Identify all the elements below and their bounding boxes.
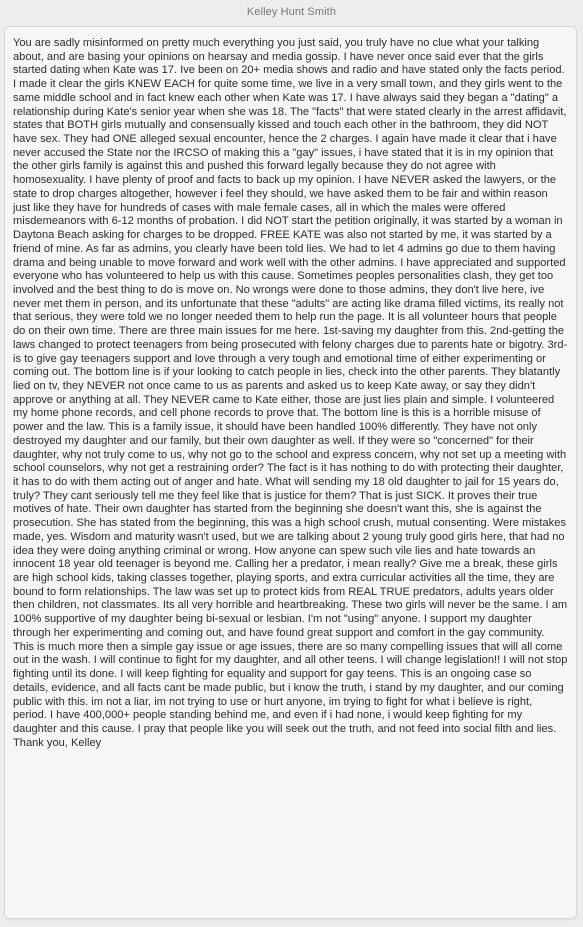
message-header (0, 0, 583, 24)
sender-name: Kelley Hunt Smith (246, 6, 337, 18)
message-card (4, 26, 577, 919)
message-text: You are sadly misinformed on pretty much everything you just said, you truly have no clue what your talking about, and are basing your opinions on hearsay and media gossip. I have never once said ever that the girls started dating when Kate was 17. Ive been on 20+ media shows and radio and have stated only the facts period. I made it clear the girls KNEW EACH for quite some time, we live in a very small town, and they girls went to the same middle school and in fact knew each other when Kate was 17. I have always said they began a "dating" a relationship during Kate's senior year when she was 18. The "facts" that were stated clearly in the arrest affidavit, states that BOTH girls mutually and consensually kissed and touch each other in the bathroom, they did NOT have sex. They had ONE alleged sexual encounter, hence the 2 charges. I again have made it clear that i have never accused the State nor the IRCSO of making this a "gay" issues, i have stated that it is in my opinion that the other girls family is against this and pushed this forward legally because they do not agree with homosexuality. I have plenty of proof and facts to back up my opinion. I have NEVER asked the lawyers, or the state to drop charges altogether, however i feel they should, we have asked them to be fair and within reason just like they have for hundreds of cases with male female cases, all in which the males were offered misdemeanors with 6-12 months of probation. I did NOT start the petition originally, it was started by a woman in Daytona Beach asking for charges to be dropped. FREE KATE was also not started by me, it was started by a friend of mine. As far as admins, you clearly have been told lies. We had to let 4 admins go due to them having drama and being unable to move forward and work well with the other admins. I have appreciated and supported everyone who has volunteered to help us with this cause. Sometimes peoples personalities clash, they get too involved and the best thing to do is move on. No wrongs were done to those admins, they don't live here, ive never met them in person, and its unfortunate that these "adults" are acting like drama filled victims, its really not that serious, they were told we no longer needed them to help run the page. It is all volunteer hours that people do on their own time. There are three main issues for me here. 1st-saving my daughter from this. 2nd-getting the laws changed to protect teenagers from being prosecuted with felony charges due to parents hate or bigotry. 3rd-is to give gay teenagers support and love through a very tough and emotional time of either experimenting or coming out. The bottom line is if your looking to catch people in lies, check into the other parents. They blatantly lied on tv, they NEVER not once came to us as parents and asked us to keep Kate away, or say they didn't approve or anything at all. They NEVER came to Kate either, those are just lies plain and simple. I volunteered my home phone records, and cell phone records to prove that. The bottom line is this is a horrible misuse of power and the law. This is a family issue, it should have been handled 100% differently. They have not only destroyed my daughter and our family, but their own daughter as well. If they were so "concerned" for their daughter, why not truly come to us, why not go to the school and express concern, why not set up a meeting with school counselors, why not get a restraining order? The fact is it has nothing to do with protecting their daughter, it has to do with them acting out of anger and hate. What will sending my 18 old daughter to jail for 15 years do, truly? They cant seriously tell me they feel like that is justice for them? That is just SICK. It proves their true motives of hate. Their own daughter has started from the beginning she doesn't want this, she is against the prosecution. She has stated from the beginning, this was a high school crush, mutual consenting. Were mistakes made, yes. Wisdom and maturity wasn't used, but we are talking about 2 young truly good girls here, that had no idea they were doing anything criminal or wrong. How anyone can spew such vile lies and hate towards an innocent 18 year old teenager is beyond me. Calling her a predator, i mean really? Give me a break, these girls are high school kids, taking classes together, playing sports, and extra curricular activities all the time, they are bound to form relationships. The law was set up to protect kids from REAL TRUE predators, adults years older then children, not classmates. Its all very horrible and heartbreaking. These two girls will never be the same. I am 100% supportive of my daughter being bi-sexual or lesbian. I'm not "using" anyone. I support my daughter through her experimenting and coming out, and have found great support and comfort in the gay community. This is much more then a simple gay issue or age issues, there are so many compelling issues that will all come out in the wash. I will continue to fight for my daughter, and all other teens. I will change legislation!! I will not stop fighting until its done. I will keep fighting for equality and support for gay teens. This is an ongoing case so details, evidence, and all facts cant be made public, but i know the truth, i stand by my daughter, and our coming public with this. im not a liar, im not trying to use or hurt anyone, im trying to fight for what i believe is right, period. I have 400,000+ people standing behind me, and even if i had none, i would keep fighting for my daughter and this cause. I pray that people like you will seek out the truth, and not feed into social filth and lies. Thank you, Kelley (13, 37, 568, 749)
